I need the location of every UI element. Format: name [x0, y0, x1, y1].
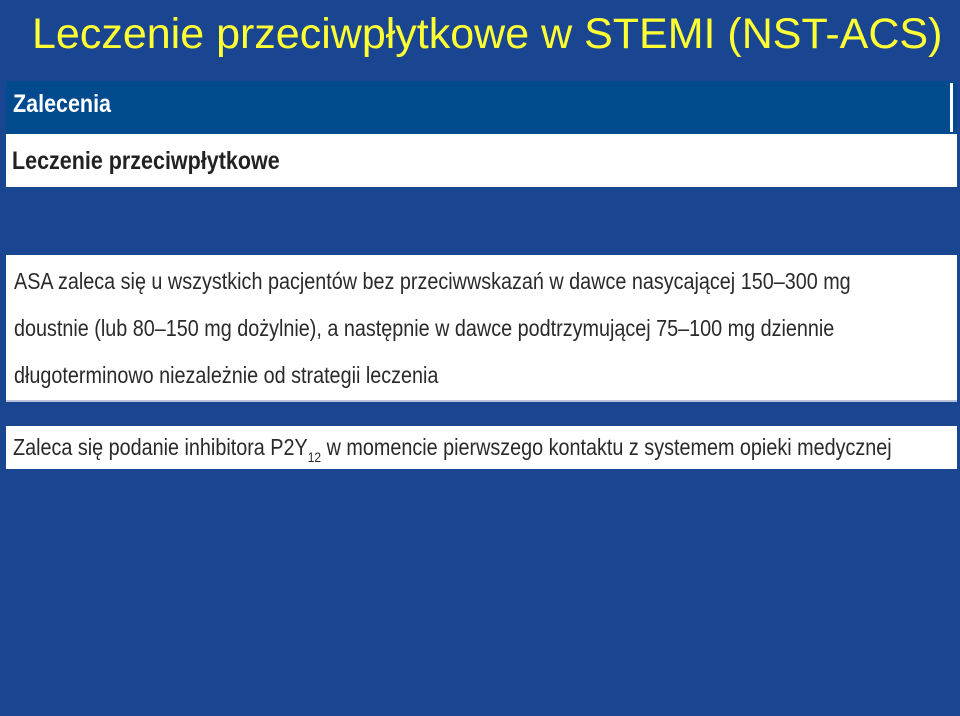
row-divider-line	[6, 400, 957, 402]
table-header-label: Zalecenia	[13, 90, 111, 118]
table-row	[6, 426, 957, 469]
recommendations-table	[6, 81, 957, 713]
recommendation-subscript: 12	[307, 449, 322, 465]
table-header-edge	[950, 83, 953, 132]
recommendation-text-start: Zaleca się podanie inhibitora P2Y	[13, 434, 308, 460]
table-header	[6, 81, 957, 134]
recommendation-text-end: w momencie pierwszego kontaktu z systemem opieki medycznej	[321, 434, 892, 460]
recommendation-text	[13, 433, 959, 465]
table-row	[6, 255, 957, 395]
section-label: Leczenie przeciwpłytkowe	[12, 147, 280, 175]
recommendation-text: ASA zaleca się u wszystkich pacjentów bez przeciwwskazań w dawce nasycającej 150–300 mg doustnie (lub 80–150 mg dożylnie), a następnie w dawce podtrzymującej 75–100 mg dziennie długoterminowo niezależnie od strategii leczenia	[14, 268, 851, 388]
slide-title: Leczenie przeciwpłytkowe w STEMI (NST-ACS)	[32, 10, 943, 58]
section-row	[6, 134, 957, 187]
